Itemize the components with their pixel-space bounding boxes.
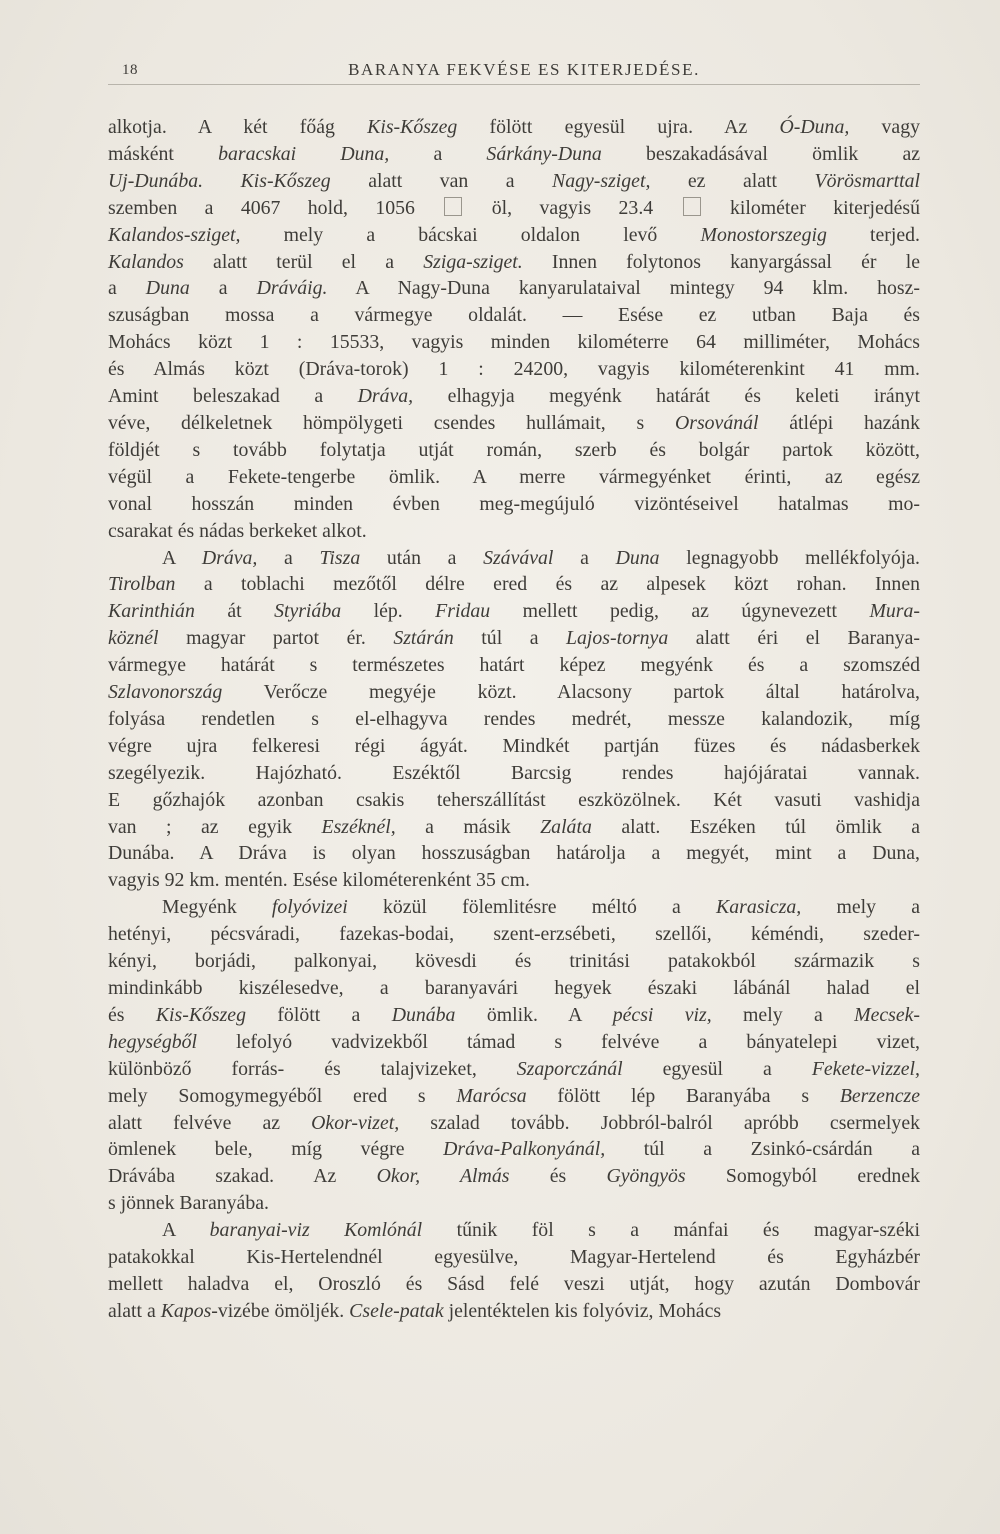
text-run: vármegye határát s természetes határt képez megyénk és a szomszéd bbox=[108, 654, 920, 677]
text-line bbox=[108, 275, 920, 302]
italic-text: Csele-patak bbox=[349, 1299, 444, 1322]
text-run: alatt van a bbox=[330, 169, 553, 192]
italic-text: Styriába bbox=[274, 600, 342, 623]
text-line bbox=[108, 894, 920, 921]
italic-text: Dráva-Palkonyánál, bbox=[443, 1138, 606, 1161]
page-header bbox=[108, 56, 920, 85]
text-line bbox=[108, 410, 920, 437]
text-line bbox=[108, 1217, 920, 1244]
text-run: egyesül a bbox=[622, 1057, 812, 1080]
text-line bbox=[108, 1029, 920, 1056]
text-run: alatt a bbox=[108, 1299, 161, 1322]
text-line bbox=[108, 168, 920, 195]
text-run: E gőzhajók azonban csakis teherszállítást eszközölnek. Két vasuti vashidja bbox=[108, 788, 920, 811]
text-run: legnagyobb mellékfolyója. bbox=[659, 546, 920, 569]
italic-text: Kalandos-sziget, bbox=[108, 223, 241, 246]
italic-text: Dráváig. bbox=[256, 277, 328, 300]
text-line bbox=[108, 706, 920, 733]
text-line bbox=[108, 1002, 920, 1029]
text-line bbox=[108, 1083, 920, 1110]
text-run: vagyis 92 km. mentén. Esése kilométerenként 35 cm. bbox=[108, 869, 530, 892]
text-line bbox=[108, 1110, 920, 1137]
text-line bbox=[108, 383, 920, 410]
italic-text: Tisza bbox=[319, 546, 361, 569]
italic-text: Szaporczánál bbox=[516, 1057, 623, 1080]
italic-text: Monostorszegig bbox=[700, 223, 827, 246]
text-line bbox=[108, 195, 920, 222]
text-run: fölött lép Baranyába s bbox=[526, 1084, 840, 1107]
italic-text: Tirolban bbox=[108, 573, 176, 596]
text-line bbox=[108, 1190, 920, 1217]
italic-text: Mura- bbox=[869, 600, 920, 623]
text-run: -vizébe ömöljék. bbox=[211, 1299, 350, 1322]
text-run: Megyénk bbox=[162, 896, 272, 919]
text-run: terjed. bbox=[826, 223, 920, 246]
text-run: és Almás közt (Dráva-torok) 1 : 24200, vagyis kilométerenkint 41 mm. bbox=[108, 358, 920, 381]
text-line bbox=[108, 625, 920, 652]
text-run: vagy bbox=[849, 116, 920, 138]
text-run: hetényi, pécsváradi, fazekas-bodai, szent-erzsébeti, szellői, kéméndi, szeder- bbox=[108, 923, 920, 946]
text-line bbox=[108, 302, 920, 329]
text-run: tűnik föl s a mánfai és magyar-széki bbox=[422, 1219, 921, 1242]
italic-text: Szávával bbox=[483, 546, 554, 569]
italic-text: Karinthián bbox=[108, 600, 195, 623]
italic-text: Eszéknél, bbox=[321, 815, 396, 838]
text-run: után a bbox=[360, 546, 484, 569]
text-run: szegélyezik. Hajózható. Eszéktől Barcsig rendes hajójáratai vannak. bbox=[108, 761, 920, 784]
italic-text: Szlavonország bbox=[108, 681, 223, 704]
text-line bbox=[108, 518, 920, 545]
text-line bbox=[108, 948, 920, 975]
italic-text: Kalandos bbox=[108, 250, 184, 273]
text-run: jelentéktelen kis folyóviz, Mohács bbox=[443, 1299, 722, 1322]
italic-text: Mecsek- bbox=[854, 1003, 920, 1026]
running-head: BARANYA FEKVÉSE ES KITERJEDÉSE. bbox=[348, 60, 700, 79]
text-run: A bbox=[162, 1219, 210, 1242]
text-run: elhagyja megyénk határát és keleti irányt bbox=[413, 385, 920, 408]
text-line bbox=[108, 921, 920, 948]
text-run: ömlenek bele, míg végre bbox=[108, 1138, 444, 1161]
text-run: véve, délkeletnek hömpölygeti csendes hullámait, s bbox=[108, 411, 675, 434]
text-line bbox=[108, 114, 920, 141]
text-line bbox=[108, 867, 920, 894]
italic-text: Dunába bbox=[391, 1003, 456, 1026]
italic-text: Uj-Dunába. bbox=[108, 169, 204, 192]
text-run: földjét s tovább folytatja utját román, szerb és bolgár partok között, bbox=[108, 438, 920, 461]
italic-text: Kis-Kőszeg bbox=[155, 1003, 246, 1026]
text-line bbox=[108, 545, 920, 572]
text-line bbox=[108, 760, 920, 787]
page-number: 18 bbox=[122, 62, 138, 78]
text-run: fölött egyesül ujra. Az bbox=[457, 116, 780, 138]
text-line bbox=[108, 1136, 920, 1163]
text-line bbox=[108, 598, 920, 625]
text-run: a másik bbox=[395, 815, 541, 838]
text-line bbox=[108, 679, 920, 706]
text-line bbox=[108, 141, 920, 168]
body-text bbox=[108, 114, 920, 1325]
square-unit-symbol bbox=[683, 197, 701, 216]
italic-text: köznél bbox=[108, 627, 159, 650]
text-run: Somogyból erednek bbox=[685, 1165, 920, 1188]
text-run: Amint beleszakad a bbox=[108, 385, 358, 408]
text-run: magyar partot ér. bbox=[158, 627, 394, 650]
text-line bbox=[108, 464, 920, 491]
text-run: szalad tovább. Jobbról-balról apróbb csermelyek bbox=[399, 1111, 920, 1134]
italic-text: Sziga-sziget. bbox=[423, 250, 523, 273]
text-run: a toblachi mezőtől délre ered és az alpesek közt rohan. Innen bbox=[175, 573, 920, 596]
text-run: a bbox=[257, 546, 320, 569]
text-run: túl a bbox=[453, 627, 567, 650]
text-line bbox=[108, 437, 920, 464]
italic-text: Nagy-sziget, bbox=[552, 169, 651, 192]
text-line bbox=[108, 840, 920, 867]
italic-text: Ó-Duna, bbox=[779, 116, 850, 138]
text-run: Mohács közt 1 : 15533, vagyis minden kilométerre 64 milliméter, Mohács bbox=[108, 331, 920, 354]
italic-text: Vörösmarttal bbox=[814, 169, 920, 192]
text-run: a bbox=[553, 546, 616, 569]
italic-text: folyóvizei bbox=[271, 896, 348, 919]
text-line bbox=[108, 975, 920, 1002]
italic-text: Sárkány-Duna bbox=[486, 142, 602, 165]
text-run: csarakat és nádas berkeket alkot. bbox=[108, 519, 367, 542]
text-run: alatt éri el Baranya- bbox=[668, 627, 920, 650]
italic-text: Marócsa bbox=[456, 1084, 527, 1107]
square-unit-symbol bbox=[444, 197, 462, 216]
text-run: szemben a 4067 hold, 1056 bbox=[108, 196, 443, 219]
text-run: mindinkább kiszélesedve, a baranyavári hegyek északi lábánál halad el bbox=[108, 977, 920, 999]
text-line bbox=[108, 1298, 920, 1325]
text-run: A Nagy-Duna kanyarulataival mintegy 94 klm. hosz- bbox=[327, 277, 920, 300]
text-run: patakokkal Kis-Hertelendnél egyesülve, Magyar-Hertelend és Egyházbér bbox=[108, 1246, 920, 1269]
text-line bbox=[108, 491, 920, 518]
text-run: van ; az egyik bbox=[108, 815, 322, 838]
text-run: Innen folytonos kanyargással ér le bbox=[522, 250, 920, 273]
text-run: mellett haladva el, Oroszló és Sásd felé veszi utját, hogy azután Dombovár bbox=[108, 1272, 920, 1295]
text-run: Dunába. A Dráva is olyan hosszuságban határolja a megyét, mint a Duna, bbox=[108, 842, 920, 865]
italic-text: Duna bbox=[615, 546, 660, 569]
text-run: mely a bbox=[711, 1003, 855, 1026]
italic-text: Gyöngyös bbox=[606, 1165, 686, 1188]
text-run: és bbox=[509, 1165, 607, 1188]
text-run: a bbox=[189, 277, 257, 300]
text-run: s jönnek Baranyába. bbox=[108, 1192, 269, 1215]
text-run: vonal hosszán minden évben meg-megújuló vizöntéseivel hatalmas mo- bbox=[108, 492, 920, 515]
text-run: beszakadásával ömlik az bbox=[601, 142, 921, 165]
text-line bbox=[108, 814, 920, 841]
text-run: mellett pedig, az úgynevezett bbox=[490, 600, 870, 623]
text-run: mely Somogymegyéből ered s bbox=[108, 1084, 457, 1107]
italic-text: Okor-vizet, bbox=[311, 1111, 400, 1134]
text-line bbox=[108, 787, 920, 814]
text-run: mely a bácskai oldalon levő bbox=[240, 223, 701, 246]
text-run: a bbox=[389, 142, 487, 165]
text-line bbox=[108, 652, 920, 679]
italic-text: Okor, Almás bbox=[376, 1165, 510, 1188]
italic-text: baranyai-viz Komlónál bbox=[209, 1219, 423, 1242]
text-run: Verőcze megyéje közt. Alacsony partok által határolva, bbox=[222, 681, 920, 704]
text-run: lép. bbox=[341, 600, 436, 623]
text-run: ez alatt bbox=[650, 169, 815, 192]
text-run: lefolyó vadvizekből támad s felvéve a bányatelepi vizet, bbox=[197, 1030, 920, 1053]
text-run: fölött a bbox=[245, 1003, 392, 1026]
italic-text: Karasicza, bbox=[716, 896, 802, 919]
text-run: végül a Fekete-tengerbe ömlik. A merre vármegyénket érinti, az egész bbox=[108, 465, 920, 488]
italic-text: Duna bbox=[145, 277, 190, 300]
text-run: másként bbox=[108, 142, 219, 165]
text-run: öl, vagyis 23.4 bbox=[464, 196, 681, 219]
italic-text: hegységből bbox=[108, 1030, 197, 1053]
text-run: alatt felvéve az bbox=[108, 1111, 312, 1134]
text-run: túl a Zsinkó-csárdán a bbox=[605, 1138, 920, 1161]
text-run: és bbox=[108, 1003, 156, 1026]
italic-text: Kapos bbox=[160, 1299, 212, 1322]
italic-text: Kis-Kőszeg bbox=[367, 116, 458, 138]
italic-text: Fekete-vizzel, bbox=[811, 1057, 920, 1080]
italic-text: baracskai Duna, bbox=[218, 142, 390, 165]
text-line bbox=[108, 1056, 920, 1083]
text-run: különböző forrás- és talajvizeket, bbox=[108, 1057, 517, 1080]
text-line bbox=[108, 356, 920, 383]
text-line bbox=[108, 1244, 920, 1271]
text-line bbox=[108, 571, 920, 598]
text-line bbox=[108, 249, 920, 276]
text-run: szuságban mossa a vármegye oldalát. — Esése ez utban Baja és bbox=[108, 304, 920, 327]
text-run: átlépi hazánk bbox=[758, 411, 920, 434]
text-run: mely a bbox=[801, 896, 920, 919]
italic-text: Sztárán bbox=[393, 627, 454, 650]
text-run: alatt. Eszéken túl ömlik a bbox=[591, 815, 920, 838]
italic-text: Dráva, bbox=[201, 546, 258, 569]
text-run: át bbox=[194, 600, 275, 623]
text-run: alkotja. A két főág bbox=[108, 116, 368, 138]
text-run: ömlik. A bbox=[455, 1003, 613, 1026]
text-run: közül fölemlitésre méltó a bbox=[347, 896, 717, 919]
text-line bbox=[108, 733, 920, 760]
italic-text: Zaláta bbox=[540, 815, 592, 838]
text-run: kilométer kiterjedésű bbox=[702, 196, 920, 219]
text-run bbox=[203, 170, 241, 192]
text-run: kényi, borjádi, palkonyai, kövesdi és trinitási patakokból származik s bbox=[108, 950, 920, 973]
italic-text: Berzencze bbox=[839, 1084, 920, 1107]
italic-text: Fridau bbox=[435, 600, 491, 623]
italic-text: Kis-Kőszeg bbox=[240, 169, 331, 192]
text-run: végre ujra felkeresi régi ágyát. Mindkét partján füzes és nádasberkek bbox=[108, 734, 920, 757]
italic-text: Dráva, bbox=[357, 385, 414, 408]
italic-text: Lajos-tornya bbox=[566, 627, 669, 650]
text-run: A bbox=[162, 546, 202, 569]
text-run: a bbox=[108, 277, 146, 300]
text-line bbox=[108, 329, 920, 356]
text-run: alatt terül el a bbox=[183, 250, 424, 273]
text-line bbox=[108, 1271, 920, 1298]
text-run: folyása rendetlen s el-elhagyva rendes medrét, messze kalandozik, míg bbox=[108, 707, 920, 730]
italic-text: pécsi viz, bbox=[612, 1003, 712, 1026]
text-line bbox=[108, 222, 920, 249]
italic-text: Orsovánál bbox=[674, 411, 759, 434]
text-run: Drávába szakad. Az bbox=[108, 1165, 377, 1188]
text-line bbox=[108, 1163, 920, 1190]
